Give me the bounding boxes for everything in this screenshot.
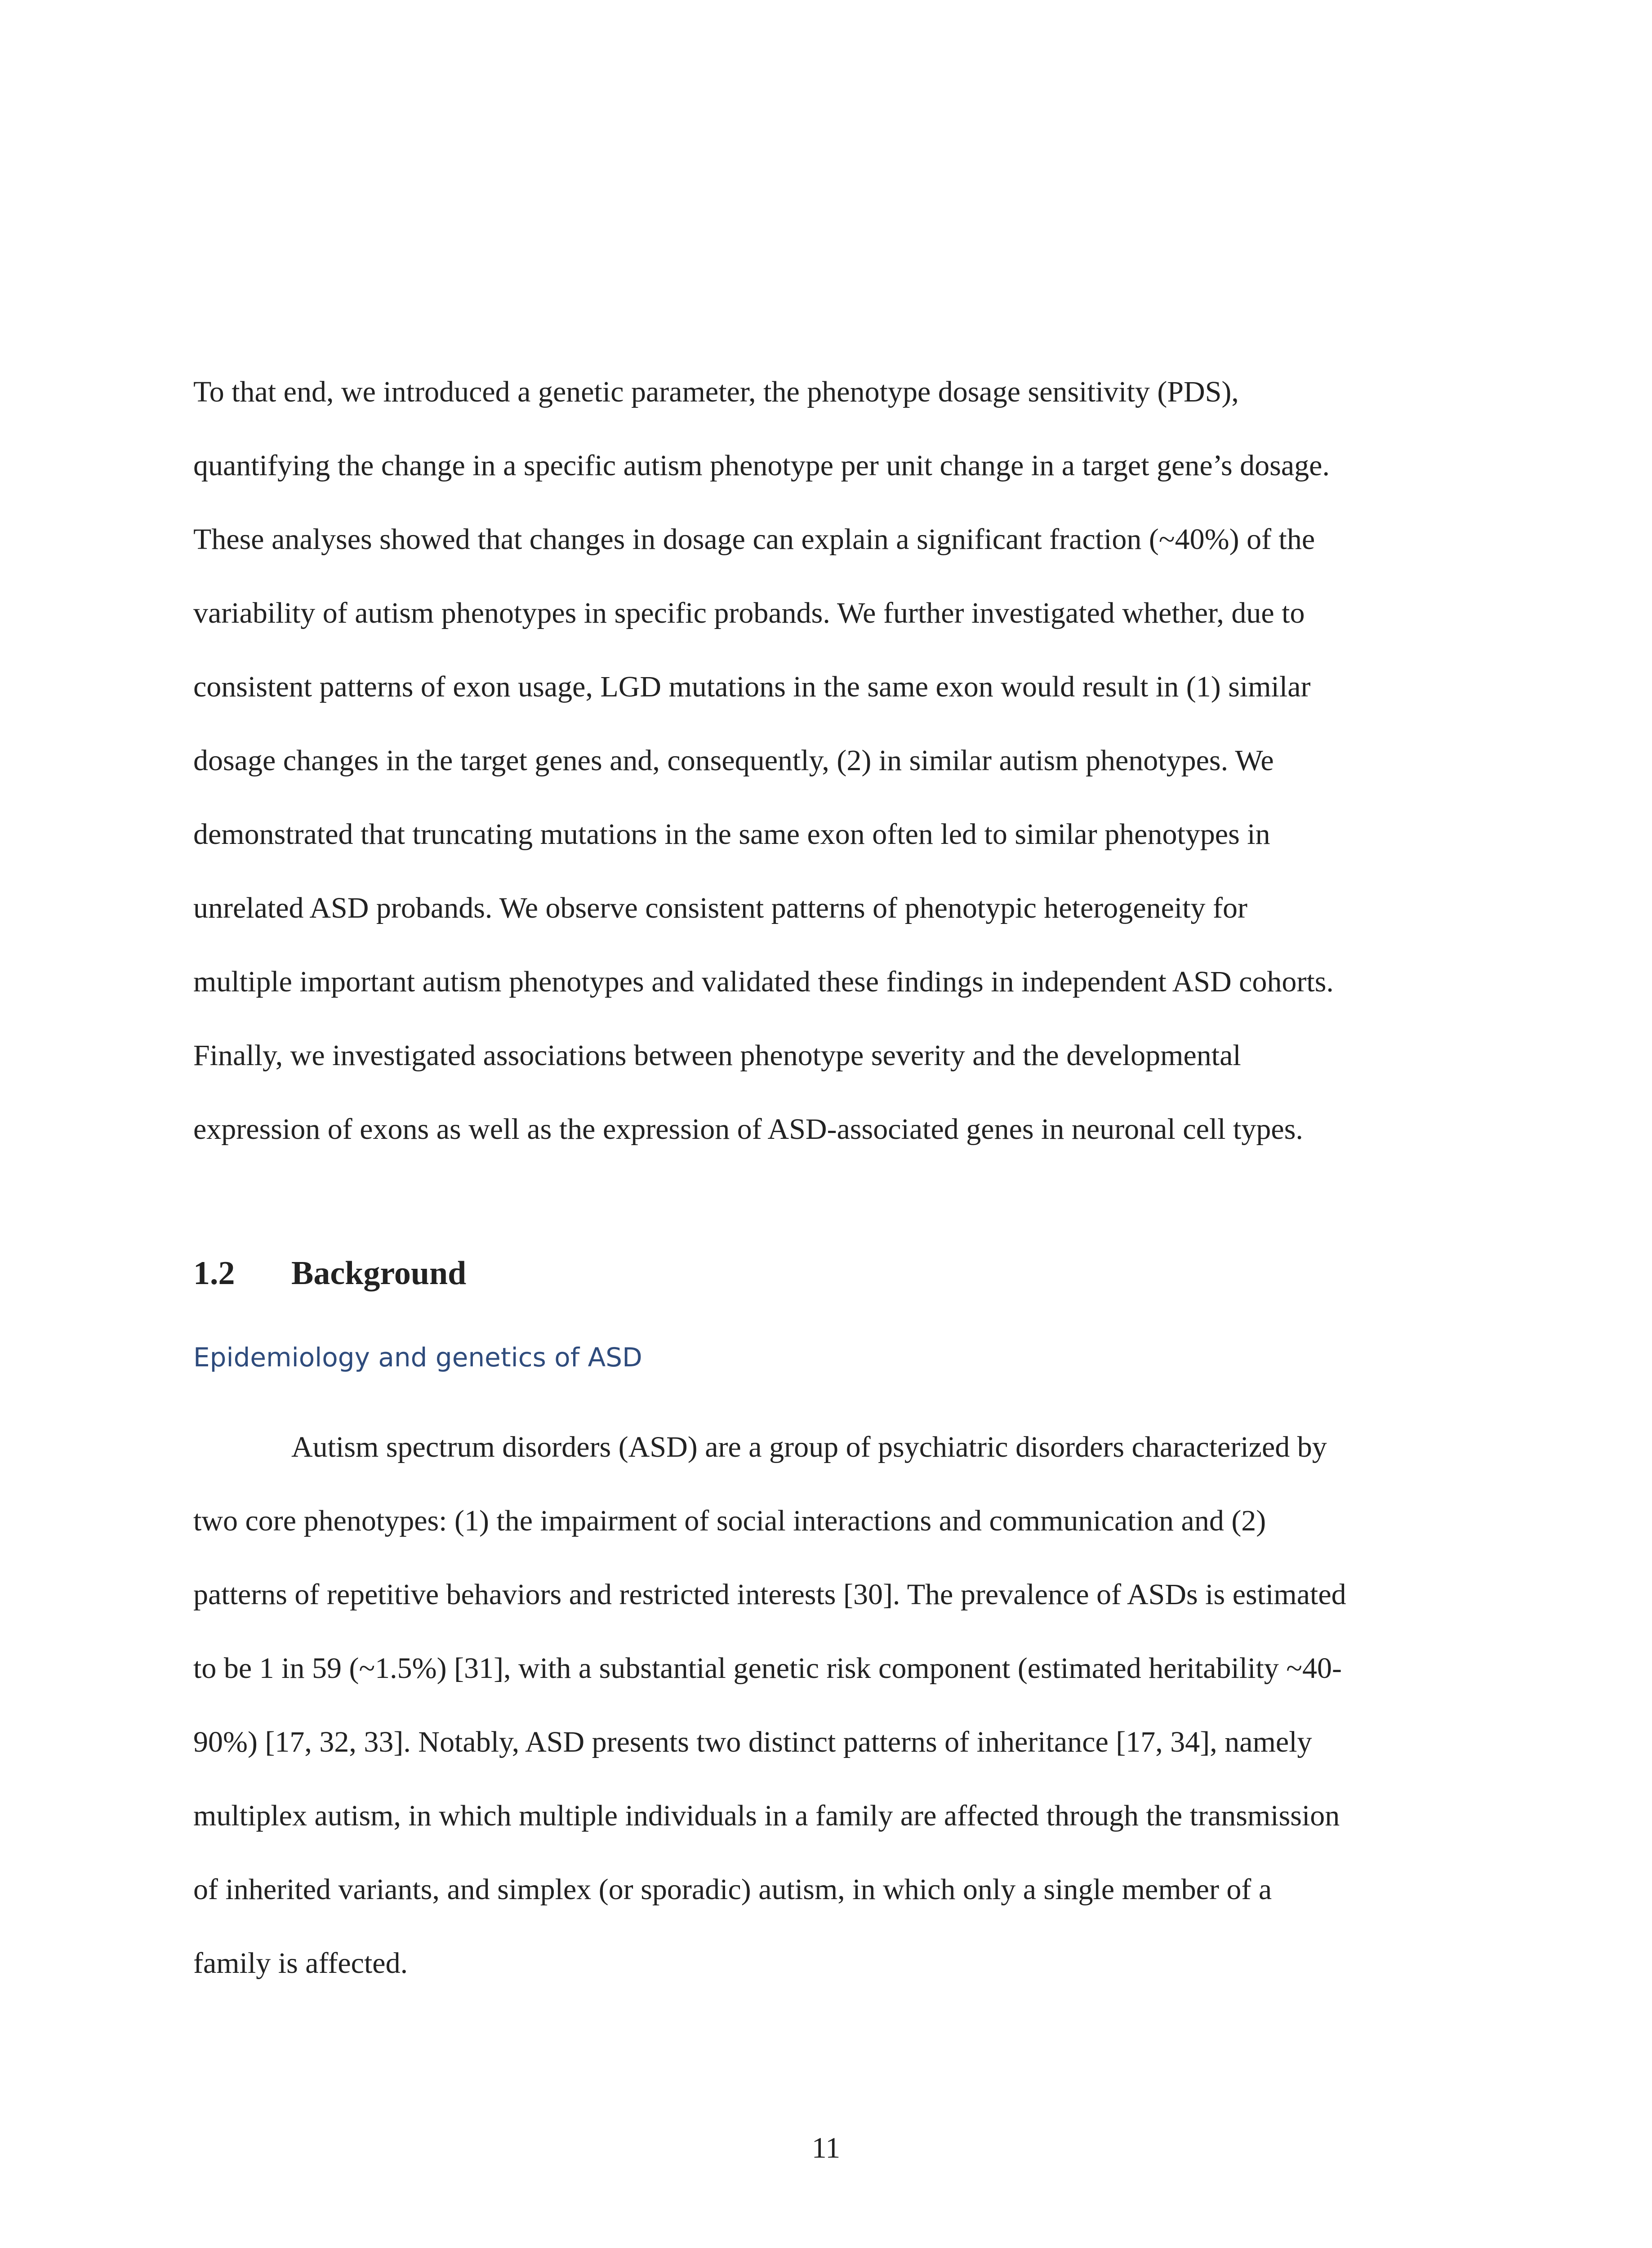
paragraph-line: To that end, we introduced a genetic parameter, the phenotype dosage sensitivity (PDS), xyxy=(193,375,1239,408)
paragraph-line: variability of autism phenotypes in specific probands. We further investigated whether, due to xyxy=(193,597,1305,629)
subsection-heading: Epidemiology and genetics of ASD xyxy=(193,1342,642,1373)
section-number: 1.2 xyxy=(193,1255,235,1292)
paragraph-line: patterns of repetitive behaviors and restricted interests [30]. The prevalence of ASDs is estimated xyxy=(193,1578,1346,1611)
paragraph-line: demonstrated that truncating mutations in the same exon often led to similar phenotypes in xyxy=(193,818,1270,851)
section-title: Background xyxy=(291,1255,467,1292)
paragraph-line: multiple important autism phenotypes and validated these findings in independent ASD cohorts. xyxy=(193,965,1334,998)
paragraph-line: Finally, we investigated associations between phenotype severity and the developmental xyxy=(193,1039,1241,1072)
paragraph-line: dosage changes in the target genes and, consequently, (2) in similar autism phenotypes. We xyxy=(193,744,1274,777)
paragraph-line: consistent patterns of exon usage, LGD mutations in the same exon would result in (1) similar xyxy=(193,670,1311,703)
section-heading xyxy=(193,1254,466,1293)
paragraph-line: Autism spectrum disorders (ASD) are a group of psychiatric disorders characterized by xyxy=(291,1431,1327,1463)
intro-paragraph xyxy=(193,355,1461,1166)
paragraph-line: These analyses showed that changes in dosage can explain a significant fraction (~40%) of the xyxy=(193,523,1315,556)
paragraph-line: family is affected. xyxy=(193,1947,408,1980)
paragraph-line: expression of exons as well as the expression of ASD-associated genes in neuronal cell types. xyxy=(193,1113,1303,1146)
paragraph-line: of inherited variants, and simplex (or sporadic) autism, in which only a single member of a xyxy=(193,1873,1272,1906)
paragraph-line: quantifying the change in a specific autism phenotype per unit change in a target gene’s dosage. xyxy=(193,449,1330,482)
paragraph-line: 90%) [17, 32, 33]. Notably, ASD presents two distinct patterns of inheritance [17, 34], namely xyxy=(193,1726,1312,1758)
paragraph-line: unrelated ASD probands. We observe consistent patterns of phenotypic heterogeneity for xyxy=(193,892,1247,924)
page-number: 11 xyxy=(811,2132,841,2164)
paragraph-line: two core phenotypes: (1) the impairment of social interactions and communication and (2) xyxy=(193,1504,1266,1537)
paragraph-line: to be 1 in 59 (~1.5%) [31], with a substantial genetic risk component (estimated heritability ~40- xyxy=(193,1652,1342,1685)
paragraph-line: multiplex autism, in which multiple individuals in a family are affected through the transmission xyxy=(193,1799,1340,1832)
background-paragraph xyxy=(193,1410,1461,2000)
